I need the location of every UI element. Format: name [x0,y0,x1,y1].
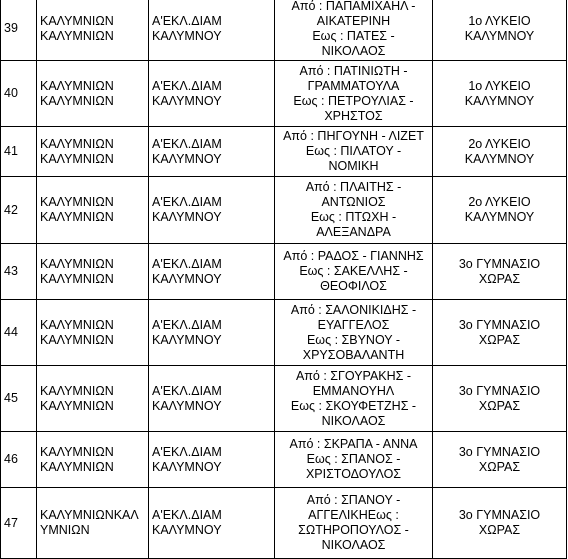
polling-place-cell [433,244,567,300]
polling-place-cell [433,61,567,127]
surname-range-cell [275,127,433,177]
table-row [1,61,567,127]
surname-range-line: Από : ΠΑΠΑΜΙΧΑΗΛ - [291,0,416,13]
municipality-cell [37,366,149,432]
surname-range-line: Από : ΡΑΔΟΣ - ΓΙΑΝΝΗΣ [283,249,424,263]
polling-place-cell [433,488,567,559]
department-line: Α'ΕΚΛ.ΔΙΑΜ [152,195,222,209]
polling-place-line: ΚΑΛΥΜΝΟΥ [464,151,535,166]
department-line: Α'ΕΚΛ.ΔΙΑΜ [152,317,222,332]
surname-range-line: Από : ΣΑΛΟΝΙΚΙΔΗΣ - [290,302,417,317]
municipality-cell [37,488,149,559]
surname-range-line: Εως : ΠΑΤΕΣ - [312,28,395,43]
surname-range-line: ΧΡΥΣΟΒΑΛΑΝΤΗ [302,347,405,362]
surname-range-line: Εως : ΠΙΛΑΤΟΥ - [305,144,402,158]
row-number-cell: 44 [1,300,37,366]
table-row [1,127,567,177]
surname-range-line: Εως : ΠΕΤΡΟΥΛΙΑΣ - [293,93,414,108]
surname-range-line: ΕΥΑΓΓΕΛΟΣ [317,317,390,332]
surname-range-cell [275,432,433,488]
department-line: ΚΑΛΥΜΝΟΥ [152,523,222,537]
department-line: Α'ΕΚΛ.ΔΙΑΜ [152,136,222,151]
surname-range-line: ΓΡΑΜΜΑΤΟΥΛΑ [307,78,400,93]
department-line: Α'ΕΚΛ.ΔΙΑΜ [152,78,222,93]
municipality-cell [37,177,149,244]
municipality-line: ΚΑΛΥΜΝΙΩΝ [40,317,114,332]
department-line: ΚΑΛΥΜΝΟΥ [152,271,222,286]
surname-range-line: Εως : ΠΤΩΧΗ - [310,210,397,224]
municipality-line: ΚΑΛΥΜΝΙΩΝ [40,383,114,398]
department-line: ΚΑΛΥΜΝΟΥ [152,398,222,413]
surname-range-line: ΝΙΚΟΛΑΟΣ [321,413,386,428]
polling-place-cell [433,366,567,432]
polling-place-cell [433,0,567,61]
polling-place-line: 2ο ΛΥΚΕΙΟ [468,136,531,151]
department-cell [149,177,275,244]
department-cell [149,127,275,177]
department-line: Α'ΕΚΛ.ΔΙΑΜ [152,256,222,271]
department-line: ΚΑΛΥΜΝΟΥ [152,93,222,108]
table-row [1,0,567,61]
surname-range-line: ΑΓΓΕΛΙΚΗΕως : [308,508,399,522]
department-line: ΚΑΛΥΜΝΟΥ [152,28,222,43]
polling-place-line: ΧΩΡΑΣ [478,459,521,474]
surname-range-line: ΑΛΕΞΑΝΔΡΑ [316,225,391,239]
polling-place-line: ΧΩΡΑΣ [478,398,521,413]
surname-range-line: Από : ΠΑΤΙΝΙΩΤΗ - [299,63,408,78]
surname-range-cell [275,366,433,432]
municipality-line: ΚΑΛΥΜΝΙΩΝ [40,78,114,93]
table-row [1,244,567,300]
department-cell [149,488,275,559]
surname-range-line: ΑΙΚΑΤΕΡΙΝΗ [316,13,391,28]
surname-range-line: Εως : ΣΠΑΝΟΣ - [306,452,401,466]
surname-range-line: Εως : ΣΑΚΕΛΛΗΣ - [299,264,408,278]
municipality-line: ΚΑΛΥΜΝΙΩΝ [40,13,114,28]
polling-place-line: 3ο ΓΥΜΝΑΣΙΟ [458,256,541,271]
polling-place-line: 3ο ΓΥΜΝΑΣΙΟ [458,444,541,459]
row-number-cell: 43 [1,244,37,300]
polling-place-line: ΧΩΡΑΣ [478,271,521,286]
municipality-line: ΚΑΛΥΜΝΙΩΝ [40,93,114,108]
municipality-line: ΚΑΛΥΜΝΙΩΝ [40,444,114,459]
municipality-line: ΚΑΛΥΜΝΙΩΝ [40,136,114,151]
surname-range-line: Από : ΣΠΑΝΟΥ - [306,493,401,507]
surname-range-cell [275,300,433,366]
municipality-cell [37,127,149,177]
municipality-line: ΥΜΝΙΩΝ [40,523,90,537]
municipality-cell [37,432,149,488]
municipality-line: ΚΑΛΥΜΝΙΩΝ [40,210,114,224]
surname-range-line: Εως : ΣΒΥΝΟΥ - [306,332,401,347]
polling-place-cell [433,300,567,366]
department-cell [149,300,275,366]
row-number-cell: 42 [1,177,37,244]
polling-place-line: ΧΩΡΑΣ [478,332,521,347]
department-line: Α'ΕΚΛ.ΔΙΑΜ [152,444,222,459]
department-line: Α'ΕΚΛ.ΔΙΑΜ [152,383,222,398]
surname-range-cell [275,488,433,559]
municipality-cell [37,61,149,127]
surname-range-line: Από : ΣΓΟΥΡΑΚΗΣ - [295,368,412,383]
table-body [1,0,567,559]
polling-place-line: ΚΑΛΥΜΝΟΥ [464,28,535,43]
table-row [1,366,567,432]
department-line: ΚΑΛΥΜΝΟΥ [152,459,222,474]
row-number-cell: 45 [1,366,37,432]
surname-range-line: ΑΝΤΩΝΙΟΣ [321,195,386,209]
polling-place-line: 2ο ΛΥΚΕΙΟ [468,195,531,209]
department-line: ΚΑΛΥΜΝΟΥ [152,332,222,347]
surname-range-line: ΝΙΚΟΛΑΟΣ [321,43,386,58]
surname-range-line: ΕΜΜΑΝΟΥΗΛ [312,383,395,398]
municipality-line: ΚΑΛΥΜΝΙΩΝ [40,398,114,413]
polling-place-line: 1ο ΛΥΚΕΙΟ [468,13,531,28]
table-row [1,177,567,244]
row-number-cell: 46 [1,432,37,488]
row-number-cell: 40 [1,61,37,127]
polling-place-line: 3ο ΓΥΜΝΑΣΙΟ [458,508,541,522]
municipality-line: ΚΑΛΥΜΝΙΩΝ [40,332,114,347]
department-line: ΚΑΛΥΜΝΟΥ [152,210,222,224]
surname-range-line: ΝΟΜΙΚΗ [328,159,379,173]
department-line: Α'ΕΚΛ.ΔΙΑΜ [152,13,222,28]
municipality-cell [37,244,149,300]
surname-range-cell [275,177,433,244]
table-row [1,432,567,488]
department-cell [149,366,275,432]
table-row [1,300,567,366]
row-number-cell: 47 [1,488,37,559]
municipality-line: ΚΑΛΥΜΝΙΩΝ [40,256,114,271]
polling-place-line: ΧΩΡΑΣ [478,523,521,537]
municipality-cell [37,300,149,366]
row-number-cell: 39 [1,0,37,61]
surname-range-line: ΣΩΤΗΡΟΠΟΥΛΟΣ - [298,523,409,537]
surname-range-cell [275,61,433,127]
department-line: ΚΑΛΥΜΝΟΥ [152,151,222,166]
municipality-line: ΚΑΛΥΜΝΙΩΝΚΑΛ [40,508,139,522]
polling-place-line: 3ο ΓΥΜΝΑΣΙΟ [458,317,541,332]
municipality-line: ΚΑΛΥΜΝΙΩΝ [40,28,114,43]
department-cell [149,61,275,127]
table-row [1,488,567,559]
municipality-line: ΚΑΛΥΜΝΙΩΝ [40,195,114,209]
surname-range-line: Εως : ΣΚΟΥΦΕΤΖΗΣ - [290,398,417,413]
surname-range-line: ΧΡΙΣΤΟΔΟΥΛΟΣ [305,467,402,481]
municipality-cell [37,0,149,61]
department-cell [149,244,275,300]
polling-place-line: 3ο ΓΥΜΝΑΣΙΟ [458,383,541,398]
municipality-line: ΚΑΛΥΜΝΙΩΝ [40,459,114,474]
surname-range-line: ΝΙΚΟΛΑΟΣ [321,538,386,552]
municipality-line: ΚΑΛΥΜΝΙΩΝ [40,151,114,166]
department-cell [149,0,275,61]
polling-place-cell [433,177,567,244]
surname-range-cell [275,244,433,300]
polling-place-cell [433,432,567,488]
polling-place-line: ΚΑΛΥΜΝΟΥ [464,93,535,108]
surname-range-line: ΘΕΟΦΙΛΟΣ [320,279,387,293]
row-number-cell: 41 [1,127,37,177]
municipality-line: ΚΑΛΥΜΝΙΩΝ [40,271,114,286]
surname-range-line: Από : ΠΗΓΟΥΝΗ - ΛΙΖΕΤ [283,129,424,143]
surname-range-cell [275,0,433,61]
surname-range-line: ΧΡΗΣΤΟΣ [324,108,383,123]
surname-range-line: Από : ΣΚΡΑΠΑ - ΑΝΝΑ [289,437,418,451]
surname-range-line: Από : ΠΛΑΙΤΗΣ - [305,180,402,194]
polling-place-line: 1ο ΛΥΚΕΙΟ [468,78,531,93]
department-line: Α'ΕΚΛ.ΔΙΑΜ [152,508,222,522]
polling-place-line: ΚΑΛΥΜΝΟΥ [464,210,535,224]
polling-place-cell [433,127,567,177]
department-cell [149,432,275,488]
